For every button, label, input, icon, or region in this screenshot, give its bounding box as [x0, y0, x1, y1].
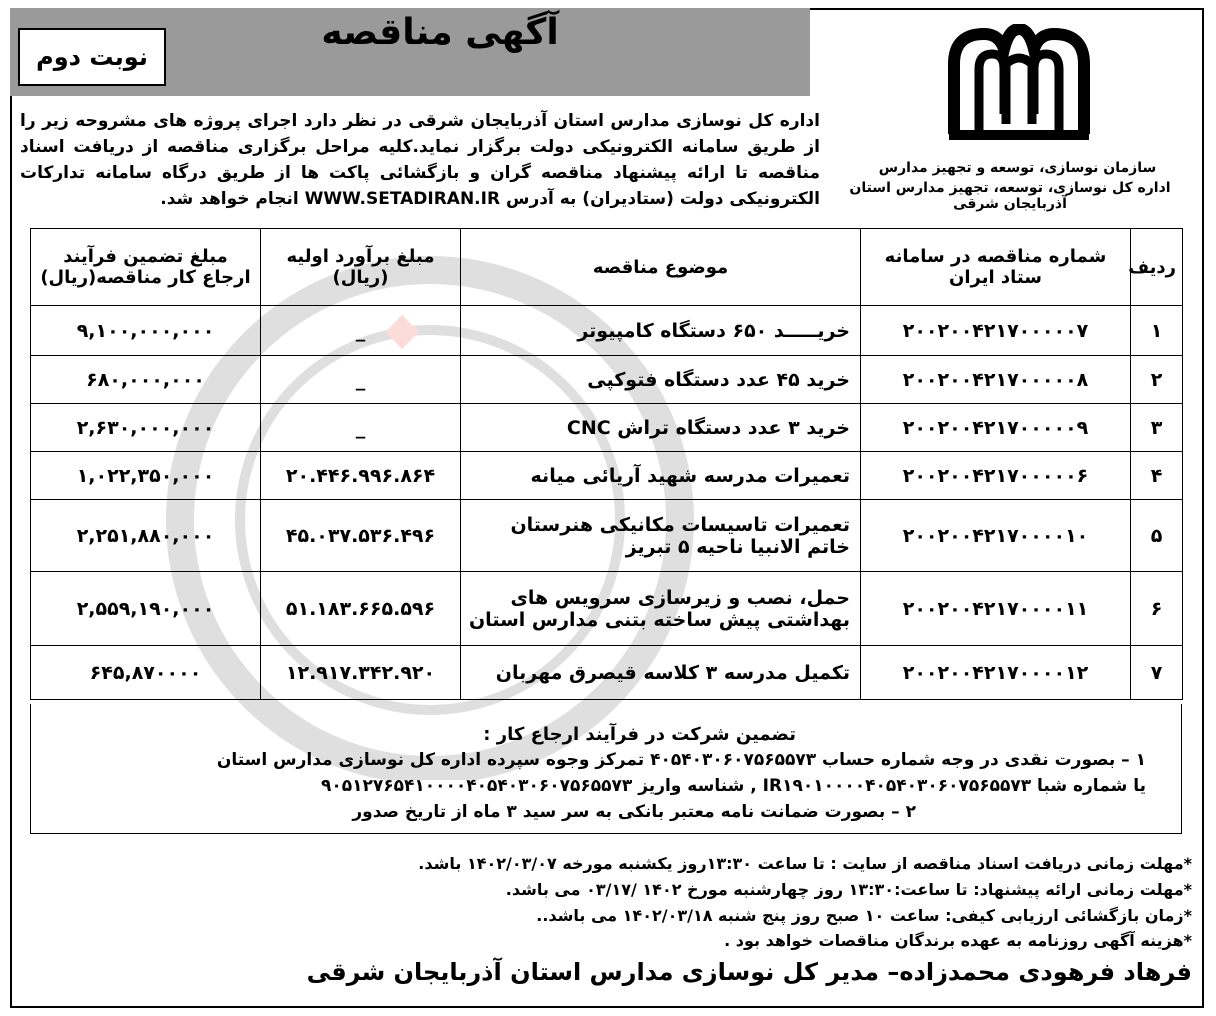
- guarantee-title: تضمین شرکت در فرآیند ارجاع کار :: [483, 724, 796, 745]
- tender-estimate: ۵۱.۱۸۳.۶۶۵.۵۹۶: [261, 572, 461, 646]
- tender-number: ۲۰۰۲۰۰۴۲۱۷۰۰۰۰۰۶: [861, 452, 1131, 500]
- tender-guarantee: ۱,۰۲۲,۳۵۰,۰۰۰: [31, 452, 261, 500]
- tender-number: ۲۰۰۲۰۰۴۲۱۷۰۰۰۰۱۱: [861, 572, 1131, 646]
- tender-estimate: _: [261, 356, 461, 404]
- tender-guarantee: ۲,۲۵۱,۸۸۰,۰۰۰: [31, 500, 261, 572]
- row-index: ۴: [1131, 452, 1183, 500]
- tender-number: ۲۰۰۲۰۰۴۲۱۷۰۰۰۰۰۸: [861, 356, 1131, 404]
- row-index: ۷: [1131, 646, 1183, 700]
- table-row: [31, 404, 1183, 452]
- tender-subject: خریـــــد ۶۵۰ دستگاه کامپیوتر: [461, 306, 861, 356]
- row-index: ۲: [1131, 356, 1183, 404]
- tender-subject: حمل، نصب و زیرسازی سرویس های بهداشتی پیش ساخته بتنی مدارس استان: [461, 572, 861, 646]
- intro-paragraph: اداره کل نوسازی مدارس استان آذربایجان شرقی در نظر دارد اجرای پروژه های مشروحه زیر را از طریق سامانه الکترونیکی دولت برگزار نماید.کلیه مراحل برگزاری مناقصه از دریافت اسناد مناقصه تا ارائه پیشنهاد مناقصه گران و بازگشائی پاکت ها از طریق درگاه سامانه تدارکات الکترونیکی دولت (ستادیران) به آدرس WWW.SETADIRAN.IR انجام خواهد شد.: [20, 111, 820, 209]
- header-subject: موضوع مناقصه: [461, 229, 861, 306]
- tender-subject: تعمیرات تاسیسات مکانیکی هنرستان خاتم الانبیا ناحیه ۵ تبریز: [461, 500, 861, 572]
- table-row: [31, 306, 1183, 356]
- organization-logo-icon: [944, 24, 1094, 144]
- tender-guarantee: ۹,۱۰۰,۰۰۰,۰۰۰: [31, 306, 261, 356]
- row-index: ۵: [1131, 500, 1183, 572]
- tender-subject: تکمیل مدرسه ۳ کلاسه قیصرق مهربان: [461, 646, 861, 700]
- signature-line: فرهاد فرهودی محمدزاده– مدیر کل نوسازی مدارس استان آذربایجان شرقی: [306, 958, 1192, 986]
- tender-table: [30, 228, 1183, 700]
- table-row: [31, 572, 1183, 646]
- guarantee-line-3: ۲ – بصورت ضمانت نامه معتبر بانکی به سر سید ۳ ماه از تاریخ صدور: [352, 802, 916, 822]
- org-name-line2: اداره کل نوسازی، توسعه، تجهیز مدارس استان آذربایجان شرقی: [849, 180, 1171, 212]
- page-title: آگهی مناقصه: [321, 12, 559, 53]
- note-item: *مهلت زمانی ارائه پیشنهاد: تا ساعت:۱۳:۳۰ روز چهارشنبه مورخ ۱۴۰۲ /۰۳/۱۷ می باشد.: [505, 880, 1192, 899]
- tender-estimate: ۲۰.۴۴۶.۹۹۶.۸۶۴: [261, 452, 461, 500]
- note-item: *هزینه آگهی روزنامه به عهده برندگان مناقصات خواهد بود .: [724, 931, 1192, 950]
- tender-estimate: ۴۵.۰۳۷.۵۳۶.۴۹۶: [261, 500, 461, 572]
- tender-guarantee: ۲,۶۳۰,۰۰۰,۰۰۰: [31, 404, 261, 452]
- header-tender-number: شماره مناقصه در سامانه ستاد ایران: [861, 229, 1131, 306]
- round-badge: نوبت دوم: [18, 28, 166, 86]
- tender-guarantee: ۶۸۰,۰۰۰,۰۰۰: [31, 356, 261, 404]
- note-item: *زمان بازگشائی ارزیابی کیفی: ساعت ۱۰ صبح روز پنج شنبه ۱۴۰۲/۰۳/۱۸ می باشد..: [536, 906, 1192, 925]
- row-index: ۱: [1131, 306, 1183, 356]
- tender-number: ۲۰۰۲۰۰۴۲۱۷۰۰۰۰۱۲: [861, 646, 1131, 700]
- header-row-number: ردیف: [1131, 229, 1183, 306]
- tender-number: ۲۰۰۲۰۰۴۲۱۷۰۰۰۰۰۷: [861, 306, 1131, 356]
- note-item: *مهلت زمانی دریافت اسناد مناقصه از سایت : تا ساعت ۱۳:۳۰روز یکشنبه مورخه ۱۴۰۲/۰۳/۰۷ باشد.: [418, 854, 1192, 873]
- org-name-line1: سازمان نوسازی، توسعه و تجهیز مدارس: [878, 160, 1157, 176]
- table-header-row: [31, 229, 1183, 306]
- tender-estimate: _: [261, 404, 461, 452]
- tender-guarantee: ۲,۵۵۹,۱۹۰,۰۰۰: [31, 572, 261, 646]
- tender-guarantee: ۶۴۵,۸۷۰۰۰۰: [31, 646, 261, 700]
- guarantee-line-1: ۱ – بصورت نقدی در وجه شماره حساب ۴۰۵۴۰۳۰۶۰۷۵۶۵۵۷۳ تمرکز وجوه سپرده اداره کل نوسازی مدارس استان: [216, 750, 1146, 770]
- table-row: [31, 500, 1183, 572]
- table-row: [31, 646, 1183, 700]
- tender-subject: خرید ۴۵ عدد دستگاه فتوکپی: [461, 356, 861, 404]
- table-row: [31, 356, 1183, 404]
- tender-number: ۲۰۰۲۰۰۴۲۱۷۰۰۰۰۱۰: [861, 500, 1131, 572]
- row-index: ۳: [1131, 404, 1183, 452]
- header-guarantee: مبلغ تضمین فرآیند ارجاع کار مناقصه(ریال): [31, 229, 261, 306]
- tender-subject: خرید ۳ عدد دستگاه تراش CNC: [461, 404, 861, 452]
- tender-estimate: ۱۲.۹۱۷.۳۴۲.۹۲۰: [261, 646, 461, 700]
- tender-subject: تعمیرات مدرسه شهید آریائی میانه: [461, 452, 861, 500]
- tender-number: ۲۰۰۲۰۰۴۲۱۷۰۰۰۰۰۹: [861, 404, 1131, 452]
- guarantee-line-2: یا شماره شبا IR۱۹۰۱۰۰۰۰۴۰۵۴۰۳۰۶۰۷۵۶۵۵۷۳ , شناسه واریز ۹۰۵۱۲۷۶۵۴۱۰۰۰۰۴۰۵۴۰۳۰۶۰۷۵۶۵۵۷۳: [321, 776, 1146, 796]
- header-estimate: مبلغ برآورد اولیه (ریال): [261, 229, 461, 306]
- tender-estimate: _: [261, 306, 461, 356]
- table-row: [31, 452, 1183, 500]
- row-index: ۶: [1131, 572, 1183, 646]
